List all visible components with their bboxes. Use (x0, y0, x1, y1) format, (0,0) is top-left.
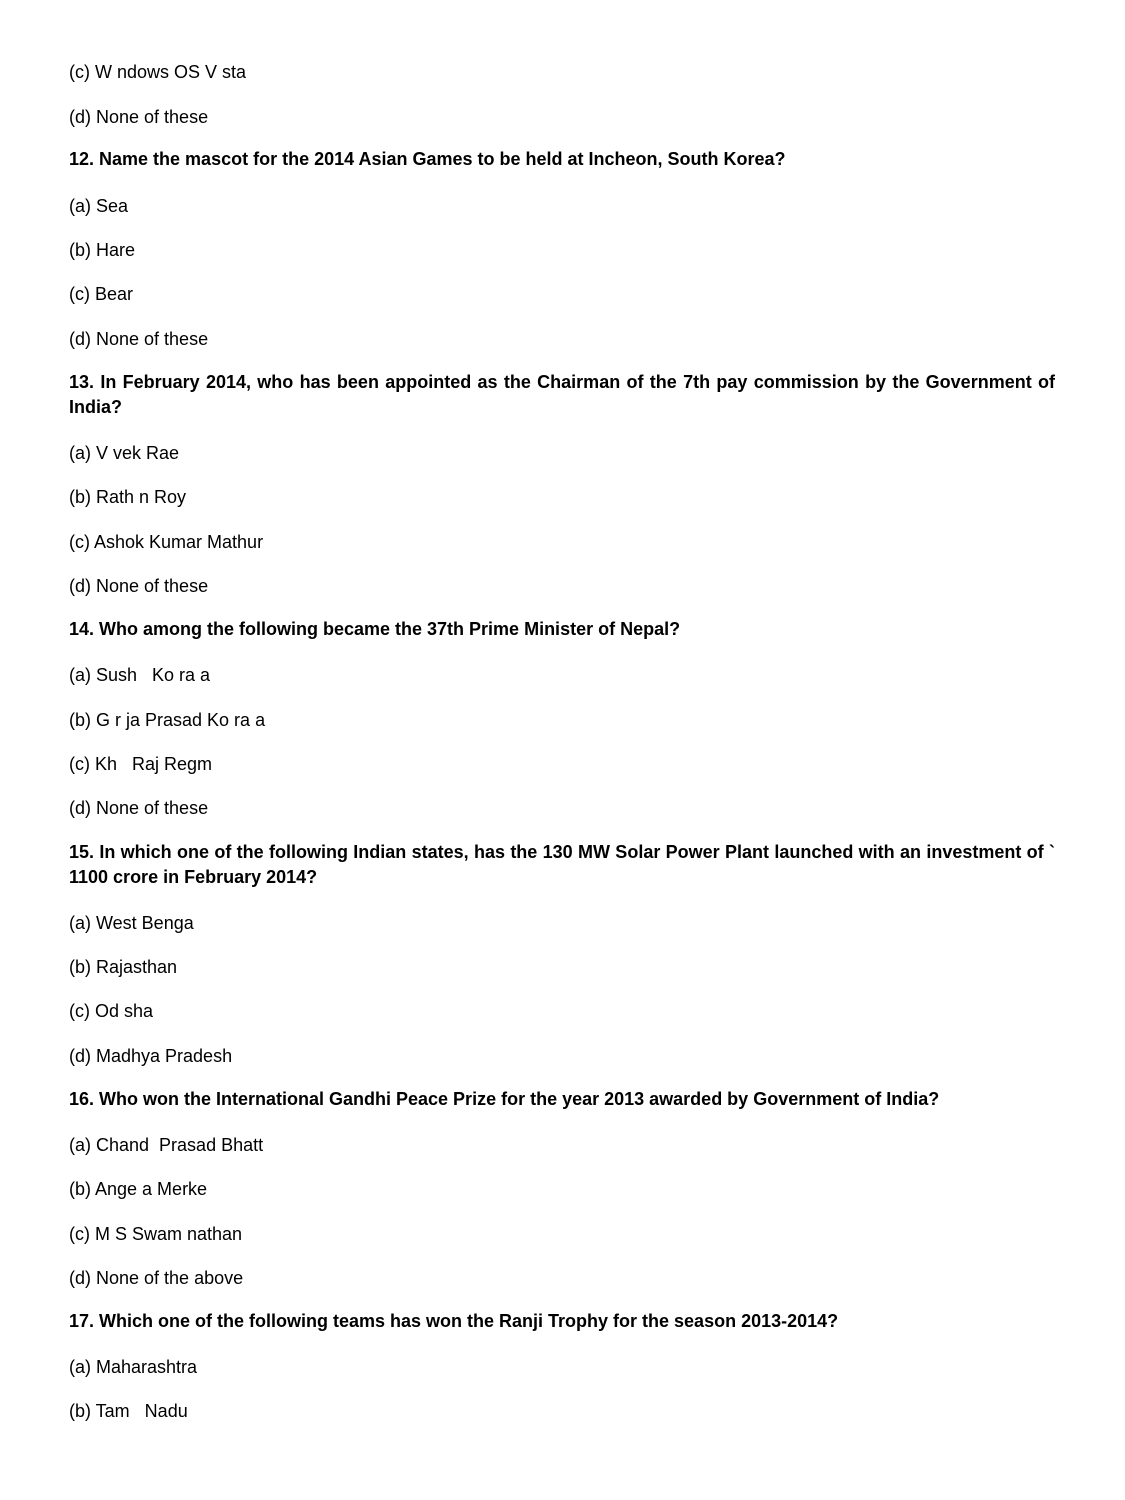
option-text: (c) W ndows OS V sta (69, 62, 247, 82)
question-12: 12. Name the mascot for the 2014 Asian Games to be held at Incheon, South Korea? (69, 149, 786, 169)
option-text: (a) Sea (69, 196, 129, 216)
option-text: (a) Maharashtra (69, 1357, 198, 1377)
option-text: (a) Chand Prasad Bhatt (69, 1135, 264, 1155)
option-text: (b) G r ja Prasad Ko ra a (69, 710, 266, 730)
question-14: 14. Who among the following became the 37th Prime Minister of Nepal? (69, 619, 681, 639)
option-text: (d) None of these (69, 107, 209, 127)
option-text: (c) M S Swam nathan (69, 1224, 243, 1244)
question-17: 17. Which one of the following teams has won the Ranji Trophy for the season 2013-2014? (69, 1311, 839, 1331)
option-text: (c) Ashok Kumar Mathur (69, 532, 264, 552)
question-16: 16. Who won the International Gandhi Peace Prize for the year 2013 awarded by Government of India? (69, 1089, 940, 1109)
option-text: (d) None of these (69, 576, 209, 596)
option-text: (c) Bear (69, 284, 134, 304)
option-text: (d) Madhya Pradesh (69, 1046, 233, 1066)
option-text: (b) Ange a Merke (69, 1179, 208, 1199)
option-text: (b) Tam Nadu (69, 1401, 188, 1421)
option-text: (d) None of the above (69, 1268, 244, 1288)
option-text: (c) Kh Raj Regm (69, 754, 213, 774)
option-text: (a) V vek Rae (69, 443, 180, 463)
option-text: (d) None of these (69, 798, 209, 818)
option-text: (b) Rajasthan (69, 957, 178, 977)
option-text: (a) Sush Ko ra a (69, 665, 211, 685)
option-text: (b) Rath n Roy (69, 487, 187, 507)
question-15: 15. In which one of the following Indian states, has the 130 MW Solar Power Plant launched with an investment of ` 1100 crore in February 2014? (69, 842, 1055, 887)
option-text: (a) West Benga (69, 913, 194, 933)
option-text: (b) Hare (69, 240, 136, 260)
question-13: 13. In February 2014, who has been appointed as the Chairman of the 7th pay commission by the Government of India? (69, 372, 1055, 417)
option-text: (c) Od sha (69, 1001, 154, 1021)
option-text: (d) None of these (69, 329, 209, 349)
